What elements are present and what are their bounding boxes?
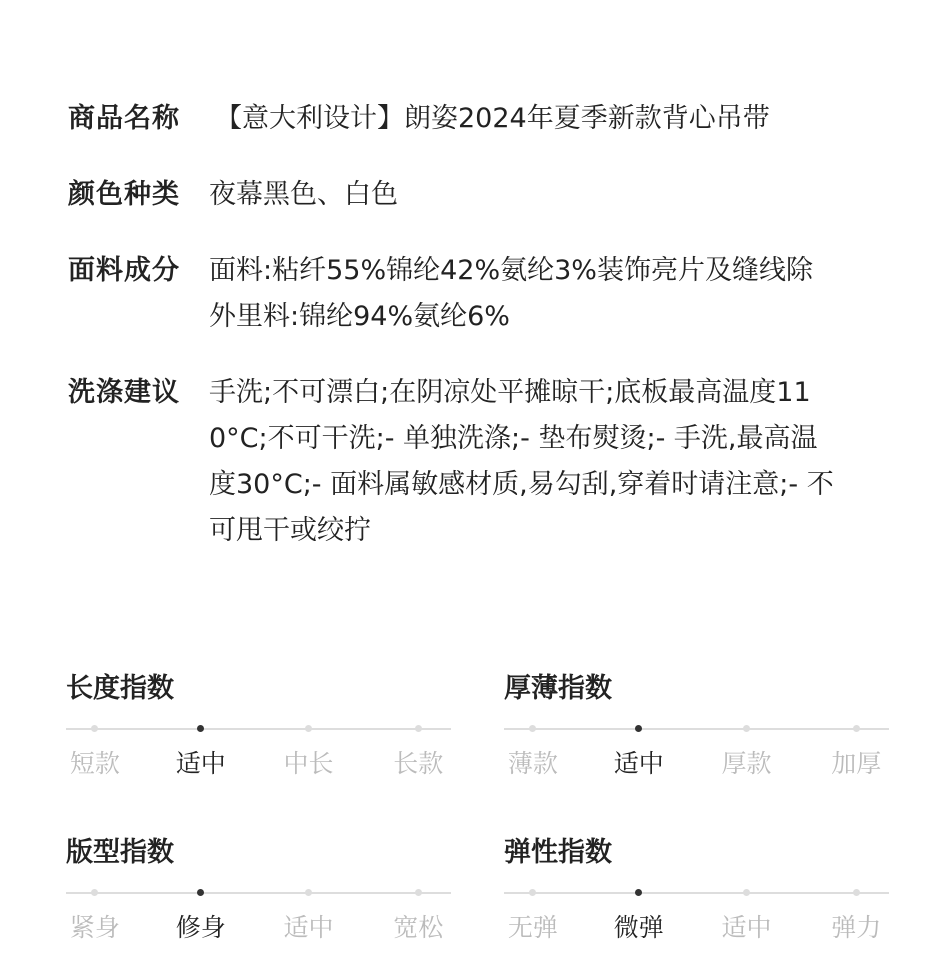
thickness-index-track xyxy=(504,728,889,730)
index-option: 短款 xyxy=(69,749,120,778)
length-index-labels xyxy=(66,746,451,782)
index-dot-selected xyxy=(635,725,642,732)
index-dot-selected xyxy=(197,725,204,732)
index-dot xyxy=(91,889,98,896)
fabric-value xyxy=(209,248,898,340)
index-option: 加厚 xyxy=(831,749,882,778)
index-dot xyxy=(853,889,860,896)
elasticity-index-track xyxy=(504,892,889,894)
fit-index xyxy=(66,835,451,946)
care-value xyxy=(209,370,898,554)
index-dot xyxy=(305,725,312,732)
care-line: 0°C;不可干洗;- 单独洗涤;- 垫布熨烫;- 手洗,最高温 xyxy=(209,423,818,454)
elasticity-index-title: 弹性指数 xyxy=(504,837,612,868)
index-dot xyxy=(529,889,536,896)
care-row xyxy=(68,370,898,554)
care-label: 洗涤建议 xyxy=(68,377,180,408)
fabric-row xyxy=(68,248,898,340)
length-index-track xyxy=(66,728,451,730)
fit-index-track xyxy=(66,892,451,894)
index-option: 适中 xyxy=(283,913,334,942)
index-option-selected: 微弹 xyxy=(613,913,664,942)
care-line: 度30°C;- 面料属敏感材质,易勾刮,穿着时请注意;- 不 xyxy=(209,469,834,500)
fit-index-title: 版型指数 xyxy=(66,837,174,868)
index-option: 长款 xyxy=(393,749,444,778)
index-dot xyxy=(529,725,536,732)
index-dot xyxy=(305,889,312,896)
index-option: 宽松 xyxy=(393,913,444,942)
product-info xyxy=(68,96,898,584)
index-option: 薄款 xyxy=(507,749,558,778)
index-dot xyxy=(415,725,422,732)
index-dot xyxy=(743,725,750,732)
color-label: 颜色种类 xyxy=(68,179,180,210)
index-option: 紧身 xyxy=(69,913,120,942)
index-dot xyxy=(91,725,98,732)
product-name-row xyxy=(68,96,898,142)
index-dot xyxy=(743,889,750,896)
length-index xyxy=(66,671,451,782)
index-option: 无弹 xyxy=(507,913,558,942)
thickness-index-labels xyxy=(504,746,889,782)
index-option: 中长 xyxy=(283,749,334,778)
index-option: 适中 xyxy=(721,913,772,942)
fit-index-labels xyxy=(66,910,451,946)
color-value: 夜幕黑色、白色 xyxy=(209,179,398,210)
index-option: 弹力 xyxy=(831,913,882,942)
index-option-selected: 修身 xyxy=(175,913,226,942)
thickness-index-title: 厚薄指数 xyxy=(504,673,612,704)
product-name-value: 【意大利设计】朗姿2024年夏季新款背心吊带 xyxy=(215,103,770,134)
fabric-line: 面料:粘纤55%锦纶42%氨纶3%装饰亮片及缝线除 xyxy=(209,255,813,286)
index-dot xyxy=(853,725,860,732)
product-name-label: 商品名称 xyxy=(68,103,180,134)
index-dot-selected xyxy=(635,889,642,896)
elasticity-index-labels xyxy=(504,910,889,946)
thickness-index xyxy=(504,671,889,782)
index-dot-selected xyxy=(197,889,204,896)
index-dot xyxy=(415,889,422,896)
index-option-selected: 适中 xyxy=(613,749,664,778)
index-option: 厚款 xyxy=(721,749,772,778)
fabric-line: 外里料:锦纶94%氨纶6% xyxy=(209,301,510,332)
care-line: 手洗;不可漂白;在阴凉处平摊晾干;底板最高温度11 xyxy=(209,377,811,408)
index-option-selected: 适中 xyxy=(175,749,226,778)
care-line: 可甩干或绞拧 xyxy=(209,515,371,546)
length-index-title: 长度指数 xyxy=(66,673,174,704)
color-row xyxy=(68,172,898,218)
elasticity-index xyxy=(504,835,889,946)
fabric-label: 面料成分 xyxy=(68,255,180,286)
